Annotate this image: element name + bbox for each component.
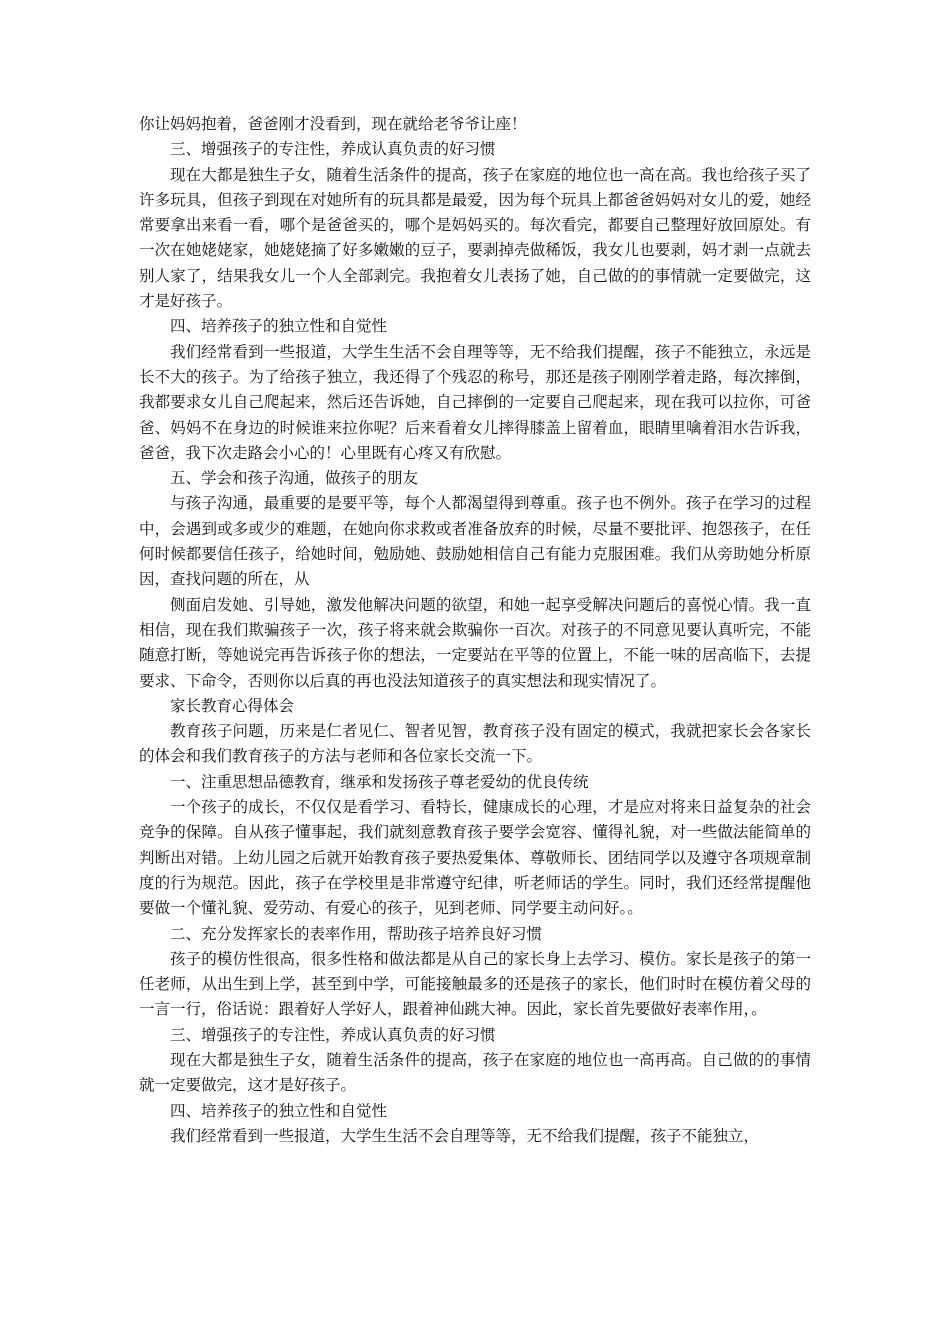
body-paragraph: 现在大都是独生子女，随着生活条件的提高，孩子在家庭的地位也一高在高。我也给孩子买了许多玩具，但孩子到现在对她所有的玩具都是最爱，因为每个玩具上都爸爸妈妈对女儿的爱，她经常要拿出来看一看，哪个是爸爸买的，哪个是妈妈买的。每次看完，都要自己整理好放回原处。有一次在她姥姥家，她姥姥摘了好多嫩嫩的豆子，要剥掉壳做稀饭，我女儿也要剥，妈才剥一点就去别人家了，结果我女儿一个人全部剥完。我抱着女儿表扬了她，自己做的的事情就一定要做完，这才是好孩子。 xyxy=(139,165,811,311)
section-heading: 二、充分发挥家长的表率作用，帮助孩子培养良好习惯 xyxy=(170,924,543,943)
section-heading: 三、增强孩子的专注性，养成认真负责的好习惯 xyxy=(170,1025,496,1044)
body-paragraph: 现在大都是独生子女，随着生活条件的提高，孩子在家庭的地位也一高再高。自己做的的事情就一定要做完，这才是好孩子。 xyxy=(139,1050,811,1095)
article-title: 家长教育心得体会 xyxy=(170,696,295,715)
section-heading: 五、学会和孩子沟通，做孩子的朋友 xyxy=(170,469,419,488)
body-paragraph: 教育孩子问题，历来是仁者见仁、智者见智，教育孩子没有固定的模式，我就把家长会各家长的体会和我们教育孩子的方法与老师和各位家长交流一下。 xyxy=(139,722,811,766)
section-heading: 四、培养孩子的独立性和自觉性 xyxy=(170,1101,388,1120)
body-paragraph: 我们经常看到一些报道，大学生生活不会自理等等，无不给我们提醒，孩子不能独立，永远是长不大的孩子。为了给孩子独立，我还得了个残忍的称号，那还是孩子刚刚学着走路，每次摔倒，我都要求女儿自己爬起来，然后还告诉她，自己摔倒的一定要自己爬起来，现在我可以拉你，可爸爸、妈妈不在身边的时候谁来拉你呢？后来看着女儿摔得膝盖上留着血，眼睛里噙着泪水告诉我，爸爸，我下次走路会小心的！心里既有心疼又有欣慰。 xyxy=(139,342,811,462)
document-page xyxy=(139,112,811,1149)
section-heading: 三、增强孩子的专注性，养成认真负责的好习惯 xyxy=(170,140,496,159)
body-paragraph: 与孩子沟通，最重要的是要平等，每个人都渴望得到尊重。孩子也不例外。孩子在学习的过程中，会遇到或多或少的难题，在她向你求救或者准备放弃的时候，尽量不要批评、抱怨孩子，在任何时候都要信任孩子，给她时间，勉励她、鼓励她相信自己有能力克服困难。我们从旁助她分析原因，查找问题的所在，从 xyxy=(139,494,811,589)
paragraph-continuation: 你让妈妈抱着，爸爸刚才没看到，现在就给老爷爷让座！ xyxy=(139,115,527,133)
section-heading: 一、注重思想品德教育，继承和发扬孩子尊老爱幼的优良传统 xyxy=(170,772,589,791)
body-paragraph: 侧面启发她、引导她，激发他解决问题的欲望，和她一起享受解决问题后的喜悦心情。我一直相信，现在我们欺骗孩子一次，孩子将来就会欺骗你一百次。对孩子的不同意见要认真听完，不能随意打断，等她说完再告诉孩子你的想法，一定要站在平等的位置上，不能一味的居高临下，去提要求、下命令，否则你以后真的再也没法知道孩子的真实想法和现实情况了。 xyxy=(139,595,811,690)
body-paragraph: 孩子的模仿性很高，很多性格和做法都是从自己的家长身上去学习、模仿。家长是孩子的第一任老师，从出生到上学，甚至到中学，可能接触最多的还是孩子的家长，他们时时在模仿着父母的一言一行，俗话说：跟着好人学好人，跟着神仙跳大神。因此，家长首先要做好表率作用，。 xyxy=(139,949,811,1019)
body-paragraph: 我们经常看到一些报道，大学生生活不会自理等等，无不给我们提醒，孩子不能独立， xyxy=(170,1126,760,1145)
section-heading: 四、培养孩子的独立性和自觉性 xyxy=(170,317,388,336)
body-paragraph: 一个孩子的成长，不仅仅是看学习、看特长，健康成长的心理，才是应对将来日益复杂的社会竞争的保障。自从孩子懂事起，我们就刻意教育孩子要学会宽容、懂得礼貌，对一些做法能简单的判断出对错。上幼儿园之后就开始教育孩子要热爱集体、尊敬师长、团结同学以及遵守各项规章制度的行为规范。因此，孩子在学校里是非常遵守纪律，听老师话的学生。同时，我们还经常提醒他要做一个懂礼貌、爱劳动、有爱心的孩子，见到老师、同学要主动问好。。 xyxy=(139,798,811,918)
